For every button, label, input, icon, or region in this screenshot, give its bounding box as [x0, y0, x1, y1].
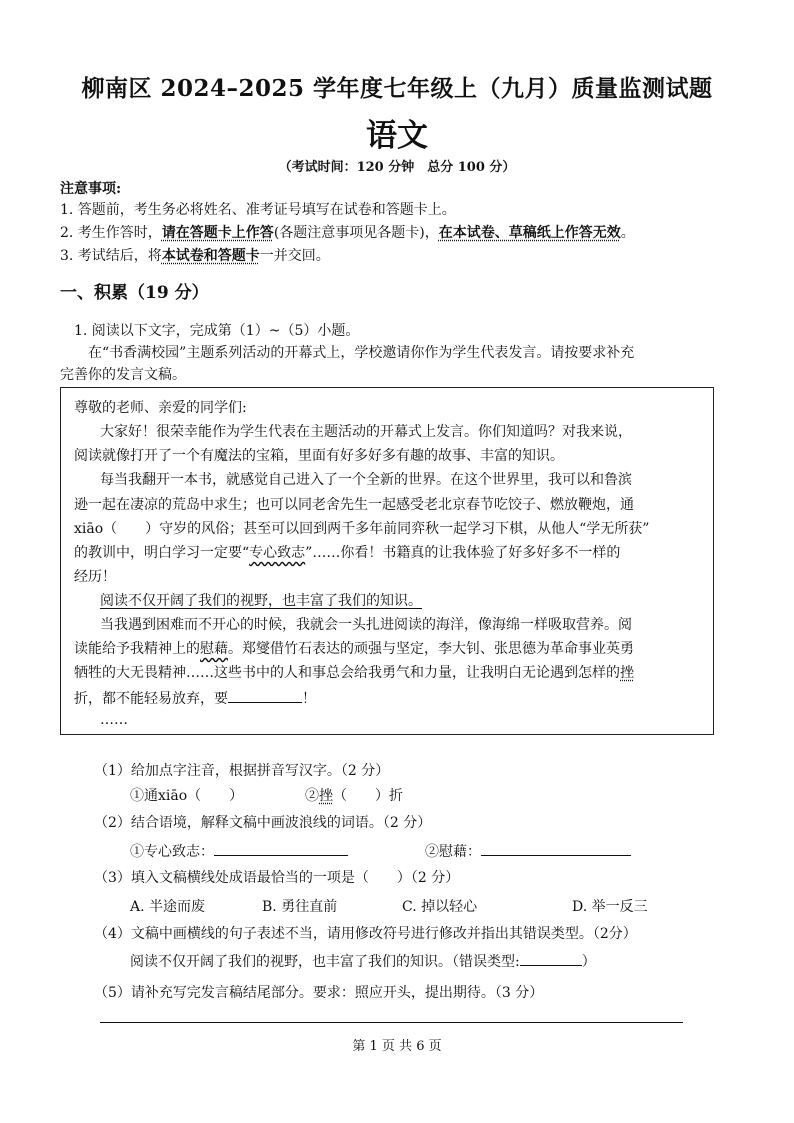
wavy-term-comfort: 慰藉	[200, 641, 228, 657]
speech-line	[74, 542, 620, 562]
speech-text: 的教训中，明白学习一定要“	[74, 545, 250, 561]
section-heading: 一、积累（19 分）	[60, 283, 209, 303]
notice-item-3-part: 一并交回。	[259, 248, 330, 264]
speech-line: 阅读就像打开了一个有魔法的宝箱，里面有好多好多有趣的故事、丰富的知识。	[74, 448, 564, 464]
subquestion-text: ②	[305, 788, 319, 804]
speech-text: 。郑燮借竹石表达的顽强与坚定，李大钊、张思德为革命事业英勇	[228, 641, 634, 657]
subquestion-3: （3）填入文稿横线处成语最恰当的一项是（ ）（2 分）	[94, 870, 460, 886]
option-a: A. 半途而废	[130, 899, 206, 915]
notice-item-2-part: 2. 考生作答时，	[60, 225, 162, 241]
exam-time-info: （考试时间：120 分钟 总分 100 分）	[278, 160, 516, 175]
subquestion-2-b	[425, 841, 631, 861]
speech-line	[74, 688, 316, 708]
speech-text: ”……你看！书籍真的让我体验了好多好多不一样的	[305, 545, 621, 561]
subquestion-5: （5）请补充写完发言稿结尾部分。要求：照应开头，提出期待。（3 分）	[94, 985, 544, 1001]
option-c: C. 掉以轻心	[402, 899, 478, 915]
question-1-desc-line: 完善你的发言文稿。	[60, 367, 186, 383]
notice-item-2-part: (各题注意事项见各题卡)，	[273, 225, 439, 241]
page-number: 第 1 页 共 6 页	[352, 1039, 442, 1054]
error-type-blank	[520, 951, 582, 966]
answer-line	[100, 1022, 683, 1023]
speech-text: 牺牲的大无畏精神……这些书中的人和事总会给我勇气和力量，让我明白无论遇到怎样的	[74, 665, 620, 681]
speech-line: xiāo（ ）守岁的风俗；甚至可以回到两千多年前同弈秋一起学习下棋，从他人“学无所获”	[74, 521, 650, 537]
dotted-character: 挫	[319, 788, 333, 804]
speech-text: 读能给予我精神上的	[74, 641, 200, 657]
option-b: B. 勇往直前	[262, 899, 338, 915]
subquestion-1-b	[305, 785, 403, 805]
notice-item-3-part: 3. 考试结后，将	[60, 248, 162, 264]
answer-blank	[214, 841, 348, 856]
subquestion-2-a	[130, 841, 348, 861]
subquestion-4: （4）文稿中画横线的句子表述不当，请用修改符号进行修改并指出其错误类型。（2分）	[94, 926, 637, 942]
notice-item-3-emphasis: 本试卷和答题卡	[161, 248, 260, 264]
notice-item-2-emphasis: 在本试卷、草稿纸上作答无效	[438, 225, 621, 241]
underlined-sentence: 阅读不仅开阔了我们的视野，也丰富了我们的知识。	[100, 593, 422, 609]
speech-line: 每当我翻开一本书，就感觉自己进入了一个全新的世界。在这个世界里，我可以和鲁滨	[100, 472, 632, 488]
speech-line: 大家好！很荣幸能作为学生代表在主题活动的开幕式上发言。你们知道吗？对我来说，	[100, 424, 632, 440]
speech-text: ！	[302, 691, 316, 707]
notice-item-2-emphasis: 请在答题卡上作答	[161, 225, 274, 241]
speech-line	[74, 638, 634, 658]
subquestion-1-a: ①通xiāo（ ）	[130, 788, 244, 804]
subject-title: 语文	[366, 118, 428, 154]
speech-line: 当我遇到困难而不开心的时候，我就会一头扎进阅读的海洋，像海绵一样吸取营养。阅	[100, 617, 632, 633]
answer-blank	[481, 841, 631, 856]
speech-ellipsis: ……	[100, 712, 128, 728]
subquestion-text: ②慰藉：	[425, 844, 481, 860]
speech-line: 经历！	[74, 569, 116, 585]
subquestion-2: （2）结合语境，解释文稿中画波浪线的词语。（2 分）	[94, 815, 432, 831]
speech-text: 折，都不能轻易放弃，要	[74, 691, 228, 707]
subquestion-text: ①专心致志：	[130, 844, 214, 860]
notice-heading: 注意事项:	[60, 181, 122, 197]
subquestion-text: ）	[581, 954, 596, 970]
notice-item-2	[60, 222, 635, 242]
idiom-blank	[228, 688, 302, 703]
speech-greeting: 尊敬的老师、亲爱的同学们:	[74, 400, 247, 416]
subquestion-text: 阅读不仅开阔了我们的视野，也丰富了我们的知识。（错误类型:	[130, 954, 520, 970]
option-d: D. 举一反三	[572, 899, 648, 915]
speech-line: 逊一起在凄凉的荒岛中求生；也可以同老舍先生一起感受老北京春节吃饺子、燃放鞭炮，通	[74, 497, 634, 513]
question-1-intro: 1. 阅读以下文字，完成第（1）~（5）小题。	[74, 323, 360, 339]
subquestion-1: （1）给加点字注音，根据拼音写汉字。（2 分）	[94, 763, 390, 779]
question-1-desc-line: 在“书香满校园”主题系列活动的开幕式上，学校邀请你作为学生代表发言。请按要求补充	[88, 345, 635, 361]
dotted-character: 挫	[620, 665, 634, 681]
notice-item-1: 1. 答题前，考生务必将姓名、准考证号填写在试卷和答题卡上。	[60, 202, 456, 218]
notice-item-3	[60, 245, 330, 265]
wavy-term-focus: 专心致志	[249, 545, 306, 561]
exam-title: 柳南区 2024–2025 学年度七年级上（九月）质量监测试题	[81, 75, 713, 102]
subquestion-text: （ ）折	[333, 788, 403, 804]
notice-item-2-part: 。	[620, 225, 635, 241]
speech-line	[74, 662, 634, 682]
subquestion-4-sentence	[130, 951, 596, 971]
